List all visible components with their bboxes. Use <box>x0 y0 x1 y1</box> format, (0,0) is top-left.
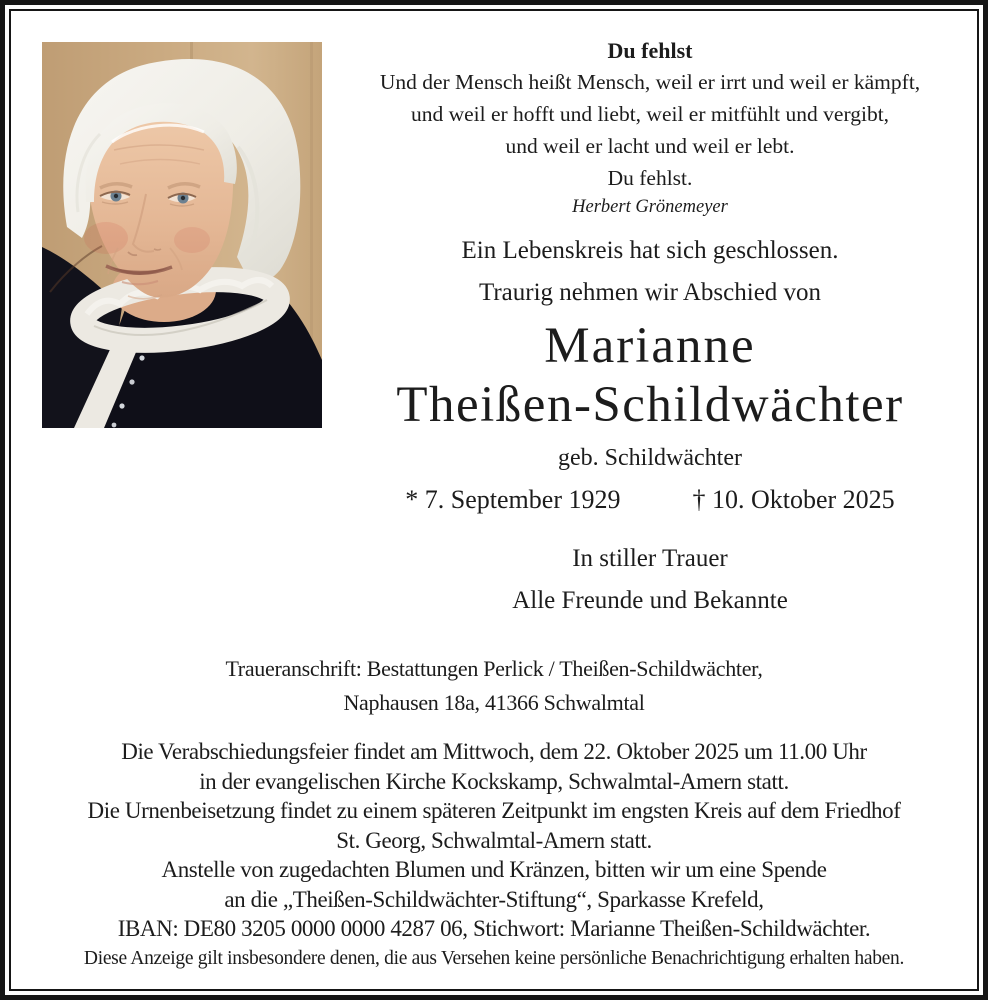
poem-title: Du fehlst <box>607 38 693 63</box>
disclaimer-line: Diese Anzeige gilt insbesondere denen, die aus Versehen keine persönliche Benachrichtigung erhalten haben. <box>83 947 905 969</box>
condolence-address <box>11 652 977 720</box>
details-line: Die Urnenbeisetzung findet zu einem späteren Zeitpunkt im engsten Kreis auf dem Friedhof <box>87 798 901 823</box>
mourning-line: In stiller Trauer <box>572 545 728 572</box>
details-line: an die „Theißen-Schildwächter-Stiftung“, Sparkasse Krefeld, <box>224 886 764 912</box>
details-line: Anstelle von zugedachten Blumen und Kränzen, bitten wir um eine Spende <box>161 857 827 882</box>
poem-line: Und der Mensch heißt Mensch, weil er irrt und weil er kämpft, <box>379 70 921 94</box>
details-line: St. Georg, Schwalmtal-Amern statt. <box>336 827 652 853</box>
farewell-line: Traurig nehmen wir Abschied von <box>478 279 822 306</box>
poem-line: und weil er lacht und weil er lebt. <box>505 134 795 158</box>
address-line: Naphausen 18a, 41366 Schwalmtal <box>343 690 645 715</box>
poem-author: Herbert Grönemeyer <box>572 197 728 217</box>
maiden-name: geb. Schildwächter <box>558 445 742 471</box>
poem-line: und weil er hofft und liebt, weil er mitfühlt und vergibt, <box>410 102 890 126</box>
details-line: IBAN: DE80 3205 0000 0000 4287 06, Stichwort: Marianne Theißen-Schildwächter. <box>117 916 871 941</box>
memorial-text-column <box>338 36 962 618</box>
details-line: in der evangelischen Kirche Kockskamp, Schwalmtal-Amern statt. <box>199 768 789 794</box>
life-dates <box>338 483 962 517</box>
deceased-first-name: Marianne <box>544 318 756 374</box>
death-date: † 10. Oktober 2025 <box>692 485 895 514</box>
portrait-photo <box>42 42 322 428</box>
details-line: Die Verabschiedungsfeier findet am Mittwoch, dem 22. Oktober 2025 um 11.00 Uhr <box>121 739 867 764</box>
birth-date: * 7. September 1929 <box>405 485 621 514</box>
funeral-details <box>11 737 977 972</box>
deceased-last-name: Theißen-Schildwächter <box>396 377 904 433</box>
opening-line: Ein Lebenskreis hat sich geschlossen. <box>461 237 839 264</box>
address-line: Traueranschrift: Bestattungen Perlick / Theißen-Schildwächter, <box>225 656 763 681</box>
poem-line: Du fehlst. <box>607 166 693 190</box>
mourners-line: Alle Freunde und Bekannte <box>512 587 788 614</box>
portrait-photo-graphic <box>42 42 322 428</box>
